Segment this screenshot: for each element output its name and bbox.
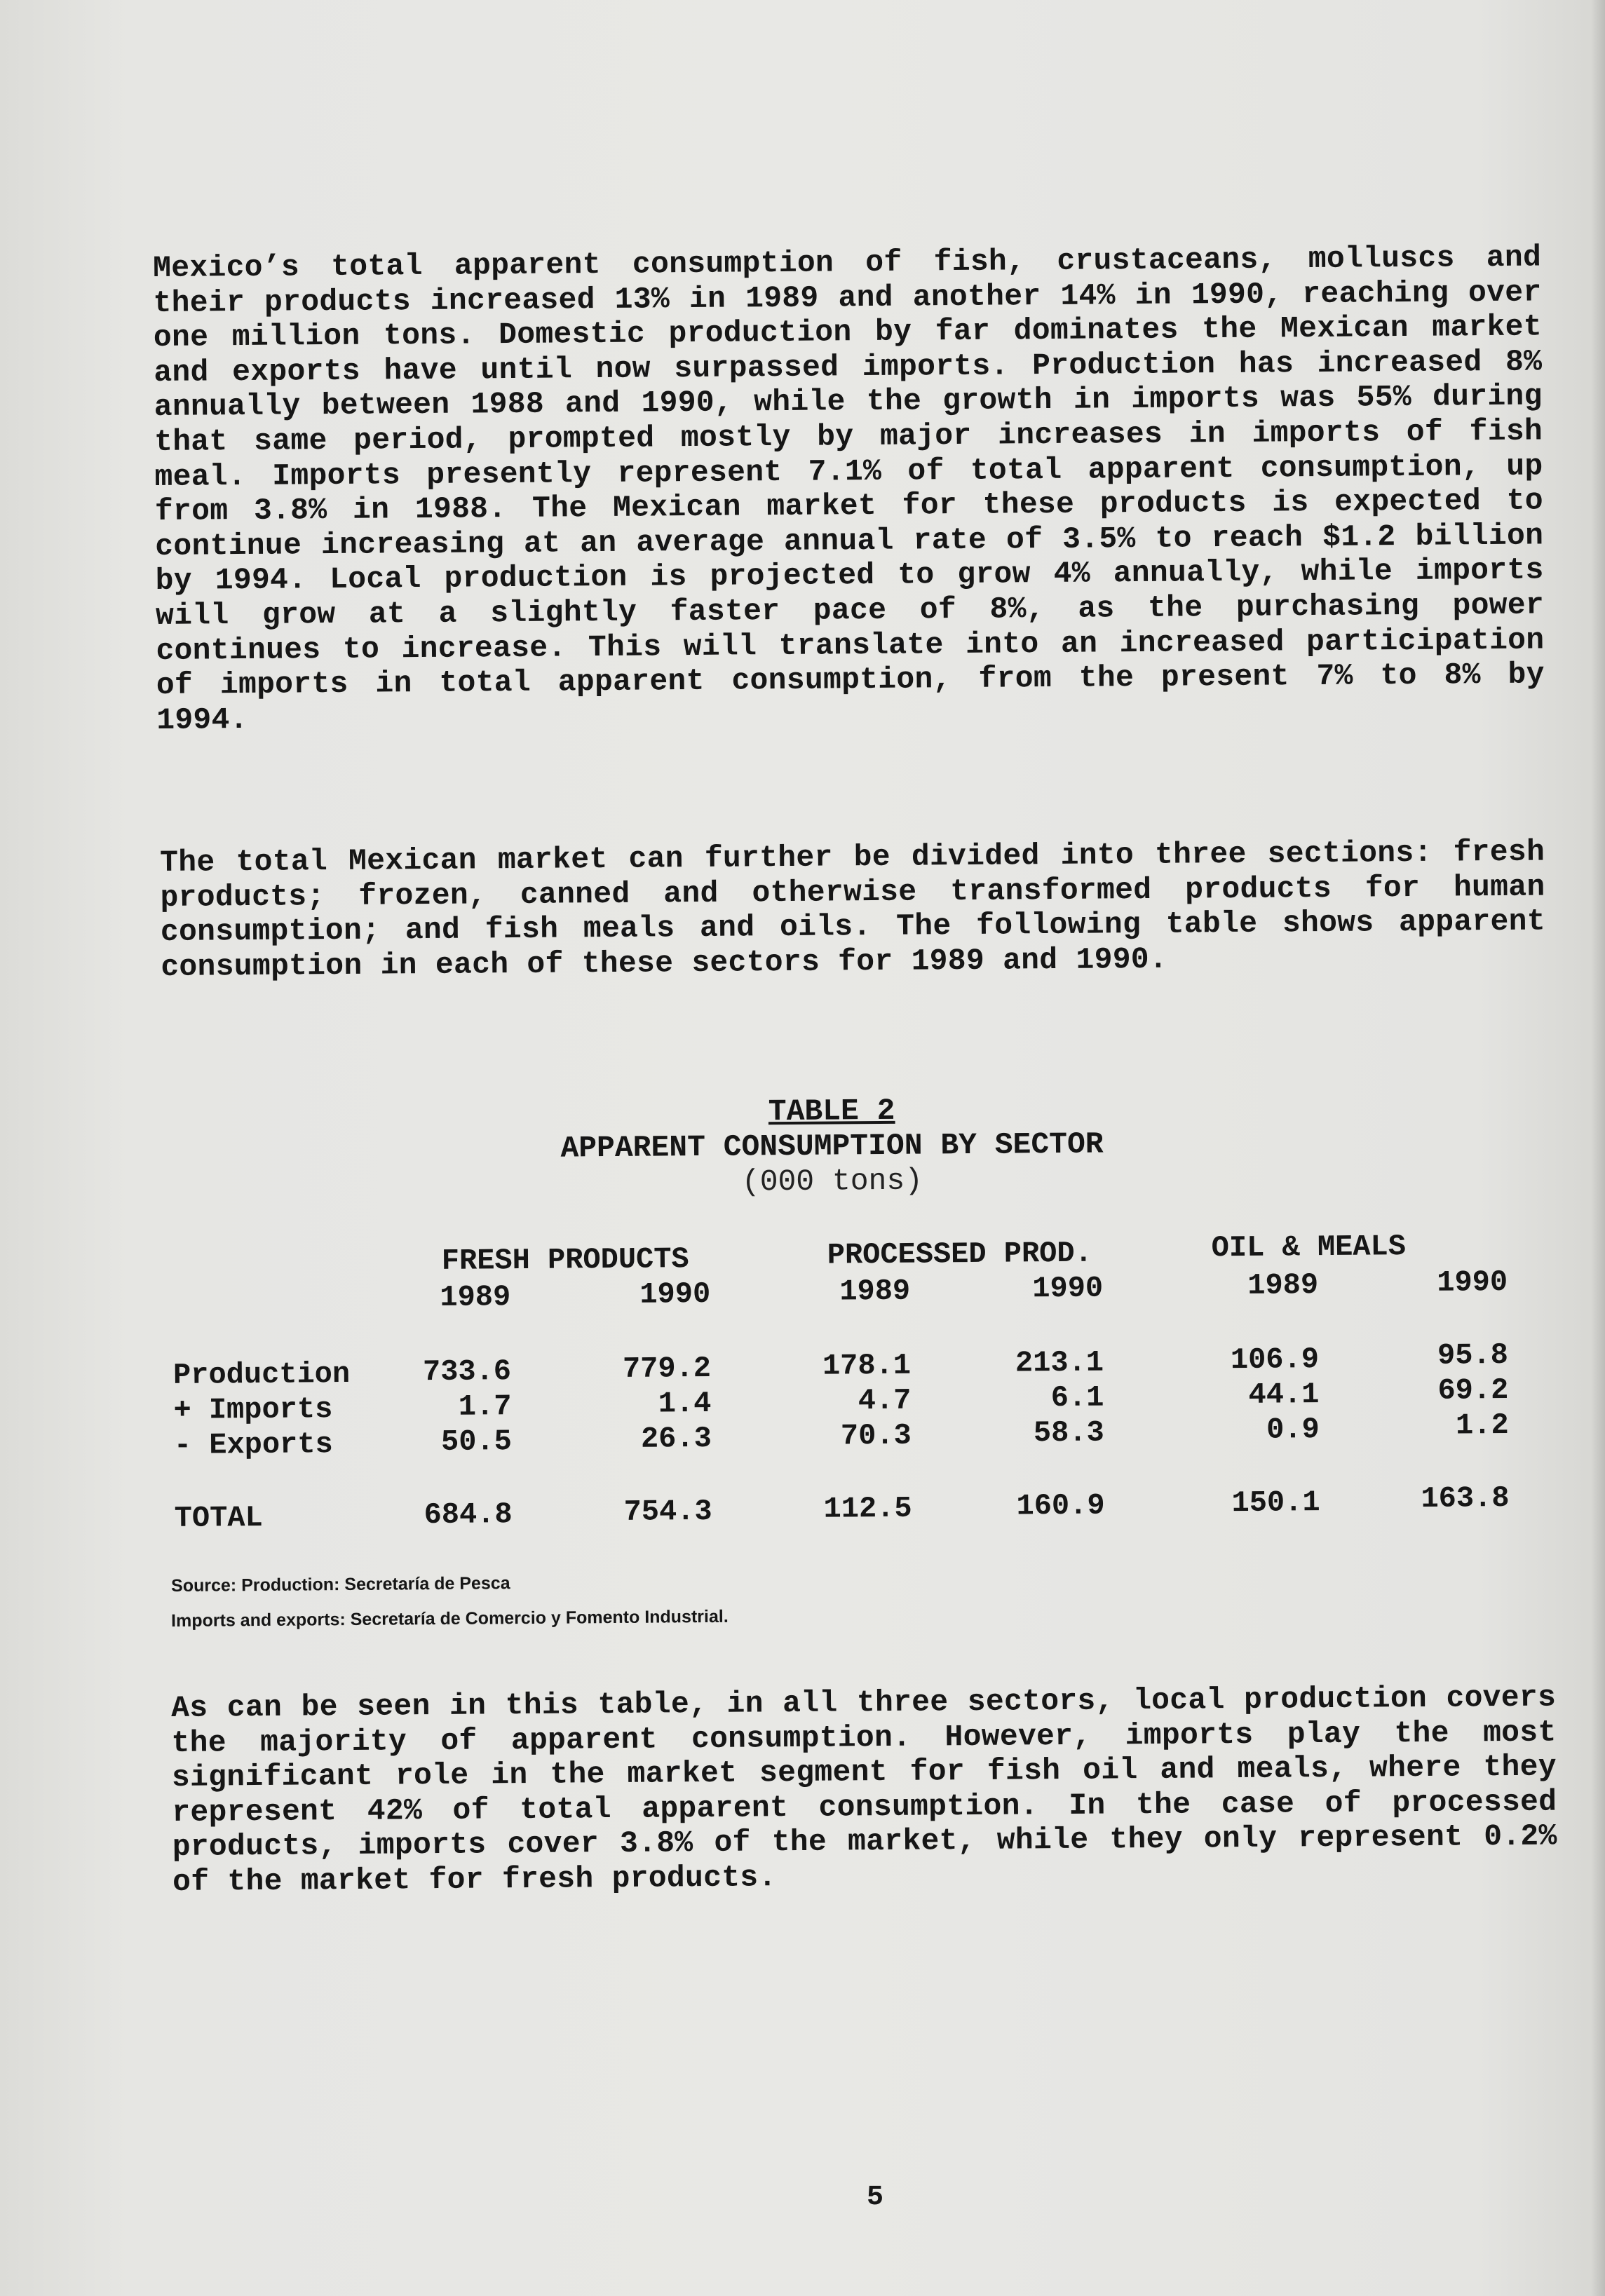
table-cell: 4.7 bbox=[858, 1383, 912, 1418]
year-header: 1989 bbox=[440, 1280, 511, 1315]
row-label-production: Production bbox=[172, 1357, 351, 1392]
table-total-cell: 160.9 bbox=[1016, 1488, 1105, 1523]
table-cell: 178.1 bbox=[822, 1348, 912, 1383]
table-cell: 1.4 bbox=[658, 1386, 712, 1421]
page-number: 5 bbox=[867, 2182, 884, 2213]
paragraph-market-sections: The total Mexican market can further be divided into three sections: fresh products; frozen, canned and otherwise transformed products for human consumption; and fish meals and oils. The following table shows apparent consumption in each of these sectors for 1989 and 1990. bbox=[160, 834, 1546, 984]
table-cell: 0.9 bbox=[1266, 1413, 1320, 1447]
table-cell: 69.2 bbox=[1437, 1373, 1509, 1408]
table-cell: 106.9 bbox=[1230, 1343, 1320, 1378]
row-label-exports: - Exports bbox=[173, 1427, 333, 1462]
year-header: 1990 bbox=[639, 1277, 711, 1312]
column-group-oil-meals: OIL & MEALS bbox=[1211, 1230, 1407, 1265]
table-unit: (000 tons) bbox=[741, 1163, 923, 1200]
table-cell: 44.1 bbox=[1248, 1378, 1320, 1412]
year-header: 1990 bbox=[1032, 1271, 1104, 1306]
table-cell: 733.6 bbox=[422, 1354, 512, 1390]
row-label-total: TOTAL bbox=[174, 1500, 263, 1535]
table-cell: 26.3 bbox=[640, 1421, 712, 1456]
table-cell: 50.5 bbox=[440, 1425, 513, 1459]
column-group-processed: PROCESSED PROD. bbox=[827, 1236, 1093, 1272]
row-label-imports: + Imports bbox=[173, 1392, 333, 1427]
year-header: 1989 bbox=[1247, 1268, 1319, 1303]
table-number: TABLE 2 bbox=[768, 1093, 895, 1129]
table-total-cell: 150.1 bbox=[1231, 1486, 1320, 1521]
source-note-production: Source: Production: Secretaría de Pesca bbox=[171, 1573, 510, 1596]
table-cell: 6.1 bbox=[1050, 1380, 1104, 1415]
table-total-cell: 163.8 bbox=[1421, 1481, 1510, 1516]
table-title: APPARENT CONSUMPTION BY SECTOR bbox=[560, 1127, 1104, 1166]
table-cell: 95.8 bbox=[1437, 1338, 1509, 1373]
table-cell: 58.3 bbox=[1033, 1415, 1104, 1451]
consumption-table bbox=[165, 1089, 1510, 1535]
table-cell: 779.2 bbox=[622, 1351, 712, 1386]
paragraph-table-analysis: As can be seen in this table, in all three sectors, local production covers the majority of apparent consumption. However, imports play the most significant role in the market segment for fish oil and meals, where they represent 42% of total apparent consumption. In the case of processed products, imports cover 3.8% of the market, while they only represent 0.2% of the market for fresh products. bbox=[171, 1680, 1557, 1899]
table-total-cell: 112.5 bbox=[823, 1491, 912, 1526]
year-header: 1990 bbox=[1437, 1265, 1508, 1300]
source-note-trade: Imports and exports: Secretaría de Comercio y Fomento Industrial. bbox=[171, 1606, 729, 1631]
table-cell: 1.2 bbox=[1455, 1408, 1509, 1443]
column-group-fresh: FRESH PRODUCTS bbox=[441, 1242, 689, 1278]
year-header: 1989 bbox=[839, 1274, 911, 1309]
table-total-cell: 684.8 bbox=[424, 1497, 513, 1533]
table-cell: 213.1 bbox=[1015, 1345, 1104, 1380]
table-total-cell: 754.3 bbox=[623, 1494, 712, 1529]
paragraph-consumption-overview: Mexico’s total apparent consumption of fish, crustaceans, molluscs and their products increased 13% in 1989 and another 14% in 1990, reaching over one million tons. Domestic production by far dominates the Mexican market and exports have until now surpassed imports. Production has increased 8% annually between 1988 and 1990, while the growth in imports was 55% during that same period, prompted mostly by major increases in imports of fish meal. Imports presently represent 7.1% of total apparent consumption, up from 3.8% in 1988. The Mexican market for these products is expected to continue increasing at an average annual rate of 3.5% to reach $1.2 billion by 1994. Local production is projected to grow 4% annually, while imports will grow at a slightly faster pace of 8%, as the purchasing power continues to increase. This will translate into an increased participation of imports in total apparent consumption, from the present 7% to 8% by 1994. bbox=[153, 240, 1545, 738]
table-cell: 1.7 bbox=[458, 1390, 512, 1424]
table-cell: 70.3 bbox=[840, 1418, 912, 1453]
binding-shadow bbox=[1591, 0, 1605, 2296]
